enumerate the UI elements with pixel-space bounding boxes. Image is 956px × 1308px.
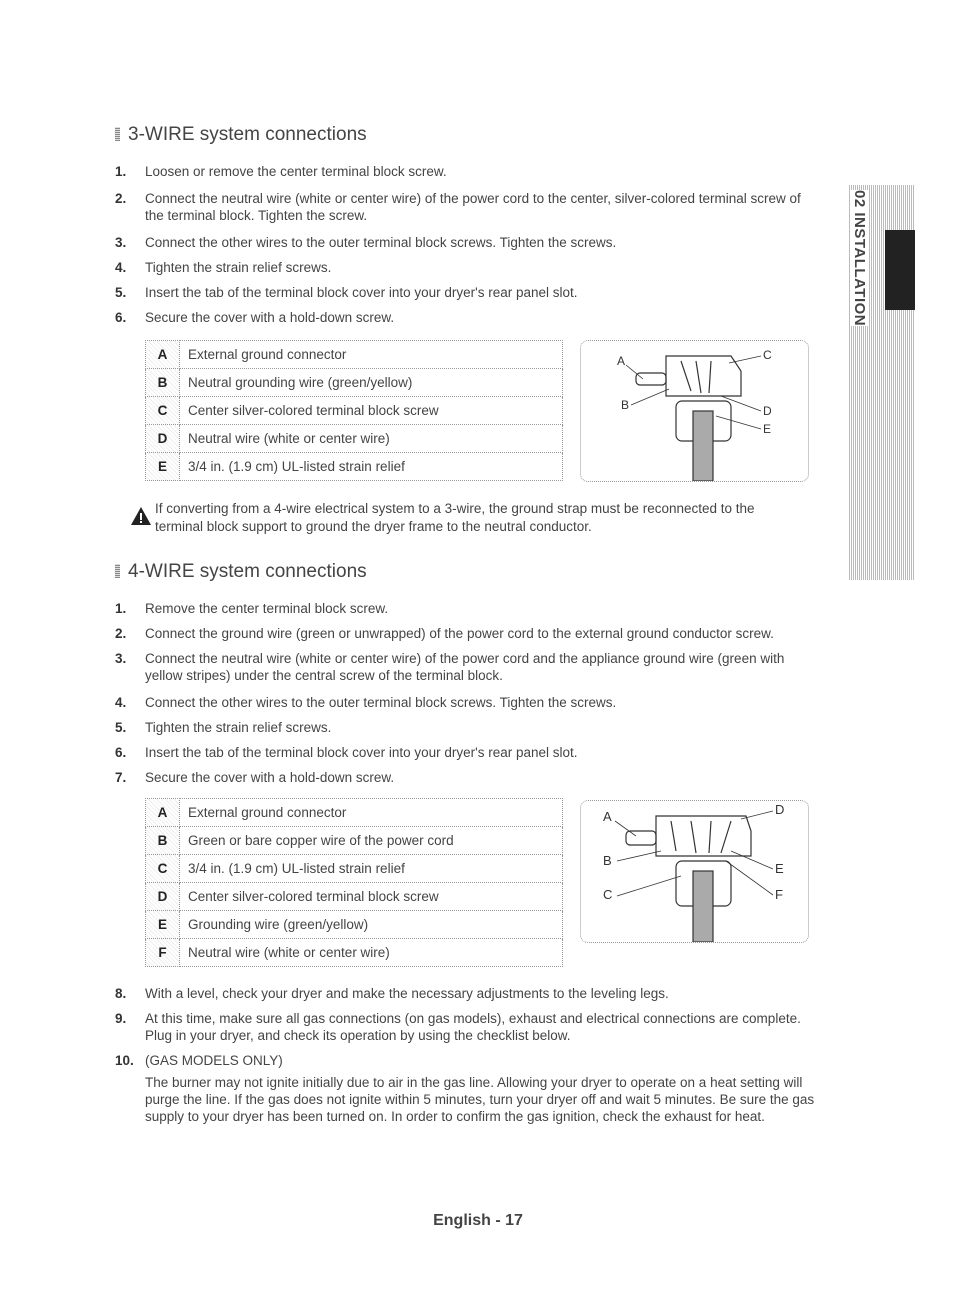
- page-footer: English - 17: [433, 1212, 523, 1229]
- legend-letter: A: [146, 341, 180, 369]
- svg-text:E: E: [775, 861, 784, 876]
- legend-letter: E: [146, 453, 180, 481]
- step-item: [115, 985, 815, 1002]
- legend-description: 3/4 in. (1.9 cm) UL-listed strain relief: [180, 855, 563, 883]
- warning-icon: [130, 506, 152, 526]
- chapter-marker: [885, 230, 915, 310]
- step-number: 8.: [115, 986, 127, 1001]
- svg-text:B: B: [603, 853, 612, 868]
- step-item: [115, 719, 815, 736]
- section-4wire-heading: [115, 561, 367, 583]
- chapter-label: 02 INSTALLATION: [851, 190, 868, 327]
- step-number: 5.: [115, 285, 127, 300]
- legend-row: [146, 883, 563, 911]
- step-item: [115, 600, 815, 617]
- terminal-block-diagram-3wire: [580, 340, 809, 482]
- terminal-block-diagram-4wire: [580, 800, 809, 943]
- legend-table-4wire: [145, 798, 563, 967]
- step-text: (GAS MODELS ONLY): [145, 1053, 283, 1068]
- legend-description: Grounding wire (green/yellow): [180, 911, 563, 939]
- legend-letter: B: [146, 369, 180, 397]
- svg-text:E: E: [763, 422, 772, 436]
- step-text: Loosen or remove the center terminal block screw.: [145, 164, 447, 179]
- step-number: 4.: [115, 695, 127, 710]
- step-number: 4.: [115, 260, 127, 275]
- legend-row: [146, 425, 563, 453]
- legend-letter: D: [146, 883, 180, 911]
- legend-row: [146, 341, 563, 369]
- step-detail: The burner may not ignite initially due to air in the gas line. Allowing your dryer to operate on a heat setting will purge the line. If the gas does not ignite within 5 minutes, turn your dryer off and wait 5 minutes. Be sure the gas supply to your dryer has been turned on. In order to confirm the gas ignition, check the exhaust for heat.: [145, 1075, 815, 1124]
- step-item: [115, 284, 815, 301]
- step-text: Connect the neutral wire (white or center wire) of the power cord to the center, silver-colored terminal screw of the terminal block. Tighten the screw.: [145, 191, 801, 223]
- step-text: Insert the tab of the terminal block cover into your dryer's rear panel slot.: [145, 745, 578, 760]
- step-text: Secure the cover with a hold-down screw.: [145, 770, 395, 785]
- heading-marker-icon: [115, 564, 120, 578]
- step-number: 2.: [115, 626, 127, 641]
- step-number: 3.: [115, 235, 127, 250]
- legend-description: Neutral grounding wire (green/yellow): [180, 369, 563, 397]
- step-text: Tighten the strain relief screws.: [145, 260, 332, 275]
- step-number: 1.: [115, 164, 127, 179]
- legend-row: [146, 453, 563, 481]
- step-item: [115, 694, 815, 711]
- step-item: [115, 769, 815, 786]
- step-number: 6.: [115, 310, 127, 325]
- warning-note: [155, 500, 805, 536]
- step-number: 7.: [115, 770, 127, 785]
- svg-text:C: C: [763, 348, 772, 362]
- step-item: [115, 190, 815, 224]
- step-item: [115, 309, 815, 326]
- legend-row: [146, 827, 563, 855]
- heading-marker-icon: [115, 127, 120, 141]
- legend-description: Neutral wire (white or center wire): [180, 939, 563, 967]
- legend-letter: E: [146, 911, 180, 939]
- legend-description: Center silver-colored terminal block screw: [180, 397, 563, 425]
- heading-text: 4-WIRE system connections: [128, 561, 367, 582]
- diagram-4wire-icon: [581, 801, 808, 942]
- step-item: [115, 650, 815, 684]
- step-number: 10.: [115, 1053, 134, 1068]
- legend-row: [146, 369, 563, 397]
- svg-text:B: B: [621, 398, 630, 412]
- step-number: 9.: [115, 1011, 127, 1026]
- step-item: [115, 1052, 815, 1125]
- step-number: 2.: [115, 191, 127, 206]
- legend-table-3wire: [145, 340, 563, 481]
- legend-letter: C: [146, 855, 180, 883]
- svg-text:A: A: [603, 809, 612, 824]
- legend-row: [146, 397, 563, 425]
- legend-letter: C: [146, 397, 180, 425]
- legend-row: [146, 799, 563, 827]
- legend-description: 3/4 in. (1.9 cm) UL-listed strain relief: [180, 453, 563, 481]
- step-number: 1.: [115, 601, 127, 616]
- step-text: With a level, check your dryer and make the necessary adjustments to the leveling legs.: [145, 986, 669, 1001]
- step-text: Tighten the strain relief screws.: [145, 720, 332, 735]
- step-item: [115, 234, 815, 251]
- step-item: [115, 259, 815, 276]
- legend-letter: D: [146, 425, 180, 453]
- svg-text:A: A: [617, 354, 626, 368]
- step-text: Secure the cover with a hold-down screw.: [145, 310, 395, 325]
- diagram-3wire-icon: [581, 341, 808, 481]
- step-item: [115, 744, 815, 761]
- legend-description: Center silver-colored terminal block screw: [180, 883, 563, 911]
- svg-text:D: D: [775, 802, 785, 817]
- svg-text:F: F: [775, 887, 783, 902]
- legend-letter: F: [146, 939, 180, 967]
- warning-text: If converting from a 4-wire electrical system to a 3-wire, the ground strap must be reconnected to the terminal block support to ground the dryer frame to the neutral conductor.: [155, 501, 755, 534]
- svg-text:D: D: [763, 404, 772, 418]
- chapter-side-tab: [848, 185, 915, 580]
- legend-row: [146, 911, 563, 939]
- step-number: 3.: [115, 651, 127, 666]
- step-item: [115, 163, 815, 180]
- legend-letter: B: [146, 827, 180, 855]
- step-text: Connect the other wires to the outer terminal block screws. Tighten the screws.: [145, 695, 617, 710]
- section-3wire-heading: [115, 124, 367, 146]
- legend-letter: A: [146, 799, 180, 827]
- legend-row: [146, 855, 563, 883]
- step-text: Connect the neutral wire (white or center wire) of the power cord and the appliance ground wire (green with yellow stripes) under the central screw of the terminal block.: [145, 651, 785, 683]
- step-text: Remove the center terminal block screw.: [145, 601, 389, 616]
- legend-row: [146, 939, 563, 967]
- step-item: [115, 625, 815, 642]
- step-text: Connect the other wires to the outer terminal block screws. Tighten the screws.: [145, 235, 617, 250]
- step-text: Insert the tab of the terminal block cover into your dryer's rear panel slot.: [145, 285, 578, 300]
- step-number: 6.: [115, 745, 127, 760]
- legend-description: External ground connector: [180, 799, 563, 827]
- step-text: At this time, make sure all gas connections (on gas models), exhaust and electrical connections are complete. Plug in your dryer, and check its operation by using the checklist below.: [145, 1011, 801, 1043]
- legend-description: External ground connector: [180, 341, 563, 369]
- svg-text:C: C: [603, 887, 613, 902]
- legend-description: Neutral wire (white or center wire): [180, 425, 563, 453]
- step-number: 5.: [115, 720, 127, 735]
- step-text: Connect the ground wire (green or unwrapped) of the power cord to the external ground conductor screw.: [145, 626, 774, 641]
- heading-text: 3-WIRE system connections: [128, 124, 367, 145]
- legend-description: Green or bare copper wire of the power cord: [180, 827, 563, 855]
- step-item: [115, 1010, 815, 1044]
